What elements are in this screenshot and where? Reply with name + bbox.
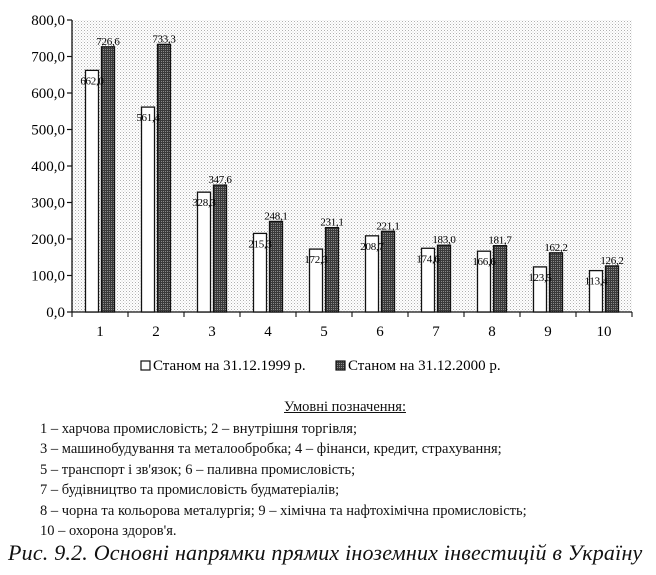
y-tick-label: 100,0 <box>31 268 65 285</box>
note-line: 8 – чорна та кольорова металургія; 9 – хімічна та нафтохімічна промисловість; <box>40 502 527 519</box>
data-label-1999: 561,4 <box>136 112 160 125</box>
notes-title: Умовні позначення: <box>284 399 406 415</box>
data-label-2000: 126,2 <box>600 254 624 267</box>
plot-area-background <box>72 20 632 312</box>
data-label-1999: 328,3 <box>192 197 216 210</box>
legend-label-2000: Станом на 31.12.2000 р. <box>348 358 501 374</box>
legend-label-1999: Станом на 31.12.1999 р. <box>153 358 306 374</box>
data-label-1999: 208,7 <box>360 240 384 253</box>
y-axis <box>31 13 72 321</box>
category-notes <box>40 397 650 542</box>
note-line: 5 – транспорт і зв'язок; 6 – паливна промисловість; <box>40 461 356 478</box>
figure-caption: Рис. 9.2. Основні напрямки прямих іноземних інвестицій в Україну <box>8 540 643 565</box>
legend-swatch-2000 <box>336 361 345 370</box>
note-line: 7 – будівництво та промисловість будматеріалів; <box>40 482 340 498</box>
x-tick-label: 10 <box>596 324 612 340</box>
bar-2000 <box>606 266 619 312</box>
data-label-2000: 181,7 <box>488 234 512 247</box>
data-label-1999: 172,3 <box>304 254 328 267</box>
bar-1999 <box>86 70 99 312</box>
x-tick-label: 8 <box>488 324 496 340</box>
data-label-1999: 662,0 <box>80 75 104 88</box>
bar-1999 <box>142 107 155 312</box>
note-line: 10 – охорона здоров'я. <box>40 523 177 539</box>
y-tick-label: 600,0 <box>31 86 65 102</box>
y-tick-label: 0,0 <box>46 305 65 321</box>
data-label-1999: 174,6 <box>416 253 440 266</box>
data-label-2000: 733,3 <box>152 33 176 46</box>
bar-1999 <box>198 192 211 312</box>
x-tick-label: 3 <box>208 324 216 340</box>
data-label-2000: 183,0 <box>432 234 456 247</box>
y-tick-label: 300,0 <box>31 195 65 212</box>
y-tick-label: 800,0 <box>31 13 65 29</box>
bar-2000 <box>326 228 339 312</box>
y-tick-label: 400,0 <box>31 159 65 175</box>
data-label-2000: 726,6 <box>96 35 120 48</box>
data-label-1999: 215,3 <box>248 238 272 251</box>
note-line: 3 – машинобудування та металообробка; 4 – фінанси, кредит, страхування; <box>40 441 502 457</box>
x-tick-label: 6 <box>376 324 384 340</box>
x-tick-label: 5 <box>320 324 328 340</box>
data-label-2000: 347,6 <box>208 174 232 187</box>
data-label-2000: 231,1 <box>320 216 344 229</box>
data-label-1999: 113,4 <box>584 275 608 288</box>
x-tick-label: 1 <box>96 324 104 340</box>
data-label-1999: 123,5 <box>528 271 552 284</box>
data-label-2000: 248,1 <box>264 210 288 223</box>
chart-legend <box>141 358 501 374</box>
data-label-1999: 166,6 <box>472 256 496 269</box>
x-tick-label: 7 <box>432 324 440 340</box>
y-tick-label: 500,0 <box>31 122 65 139</box>
legend-swatch-1999 <box>141 361 150 370</box>
x-tick-label: 9 <box>544 324 552 340</box>
bar-2000 <box>158 44 171 312</box>
data-label-2000: 162,2 <box>544 241 568 254</box>
y-tick-label: 200,0 <box>31 232 65 248</box>
y-tick-label: 700,0 <box>31 49 65 66</box>
note-line: 1 – харчова промисловість; 2 – внутрішня торгівля; <box>40 420 357 437</box>
x-tick-label: 4 <box>264 324 272 340</box>
data-label-2000: 221,1 <box>376 220 400 233</box>
x-axis <box>72 312 632 340</box>
x-tick-label: 2 <box>152 324 160 340</box>
bar-2000 <box>270 221 283 312</box>
